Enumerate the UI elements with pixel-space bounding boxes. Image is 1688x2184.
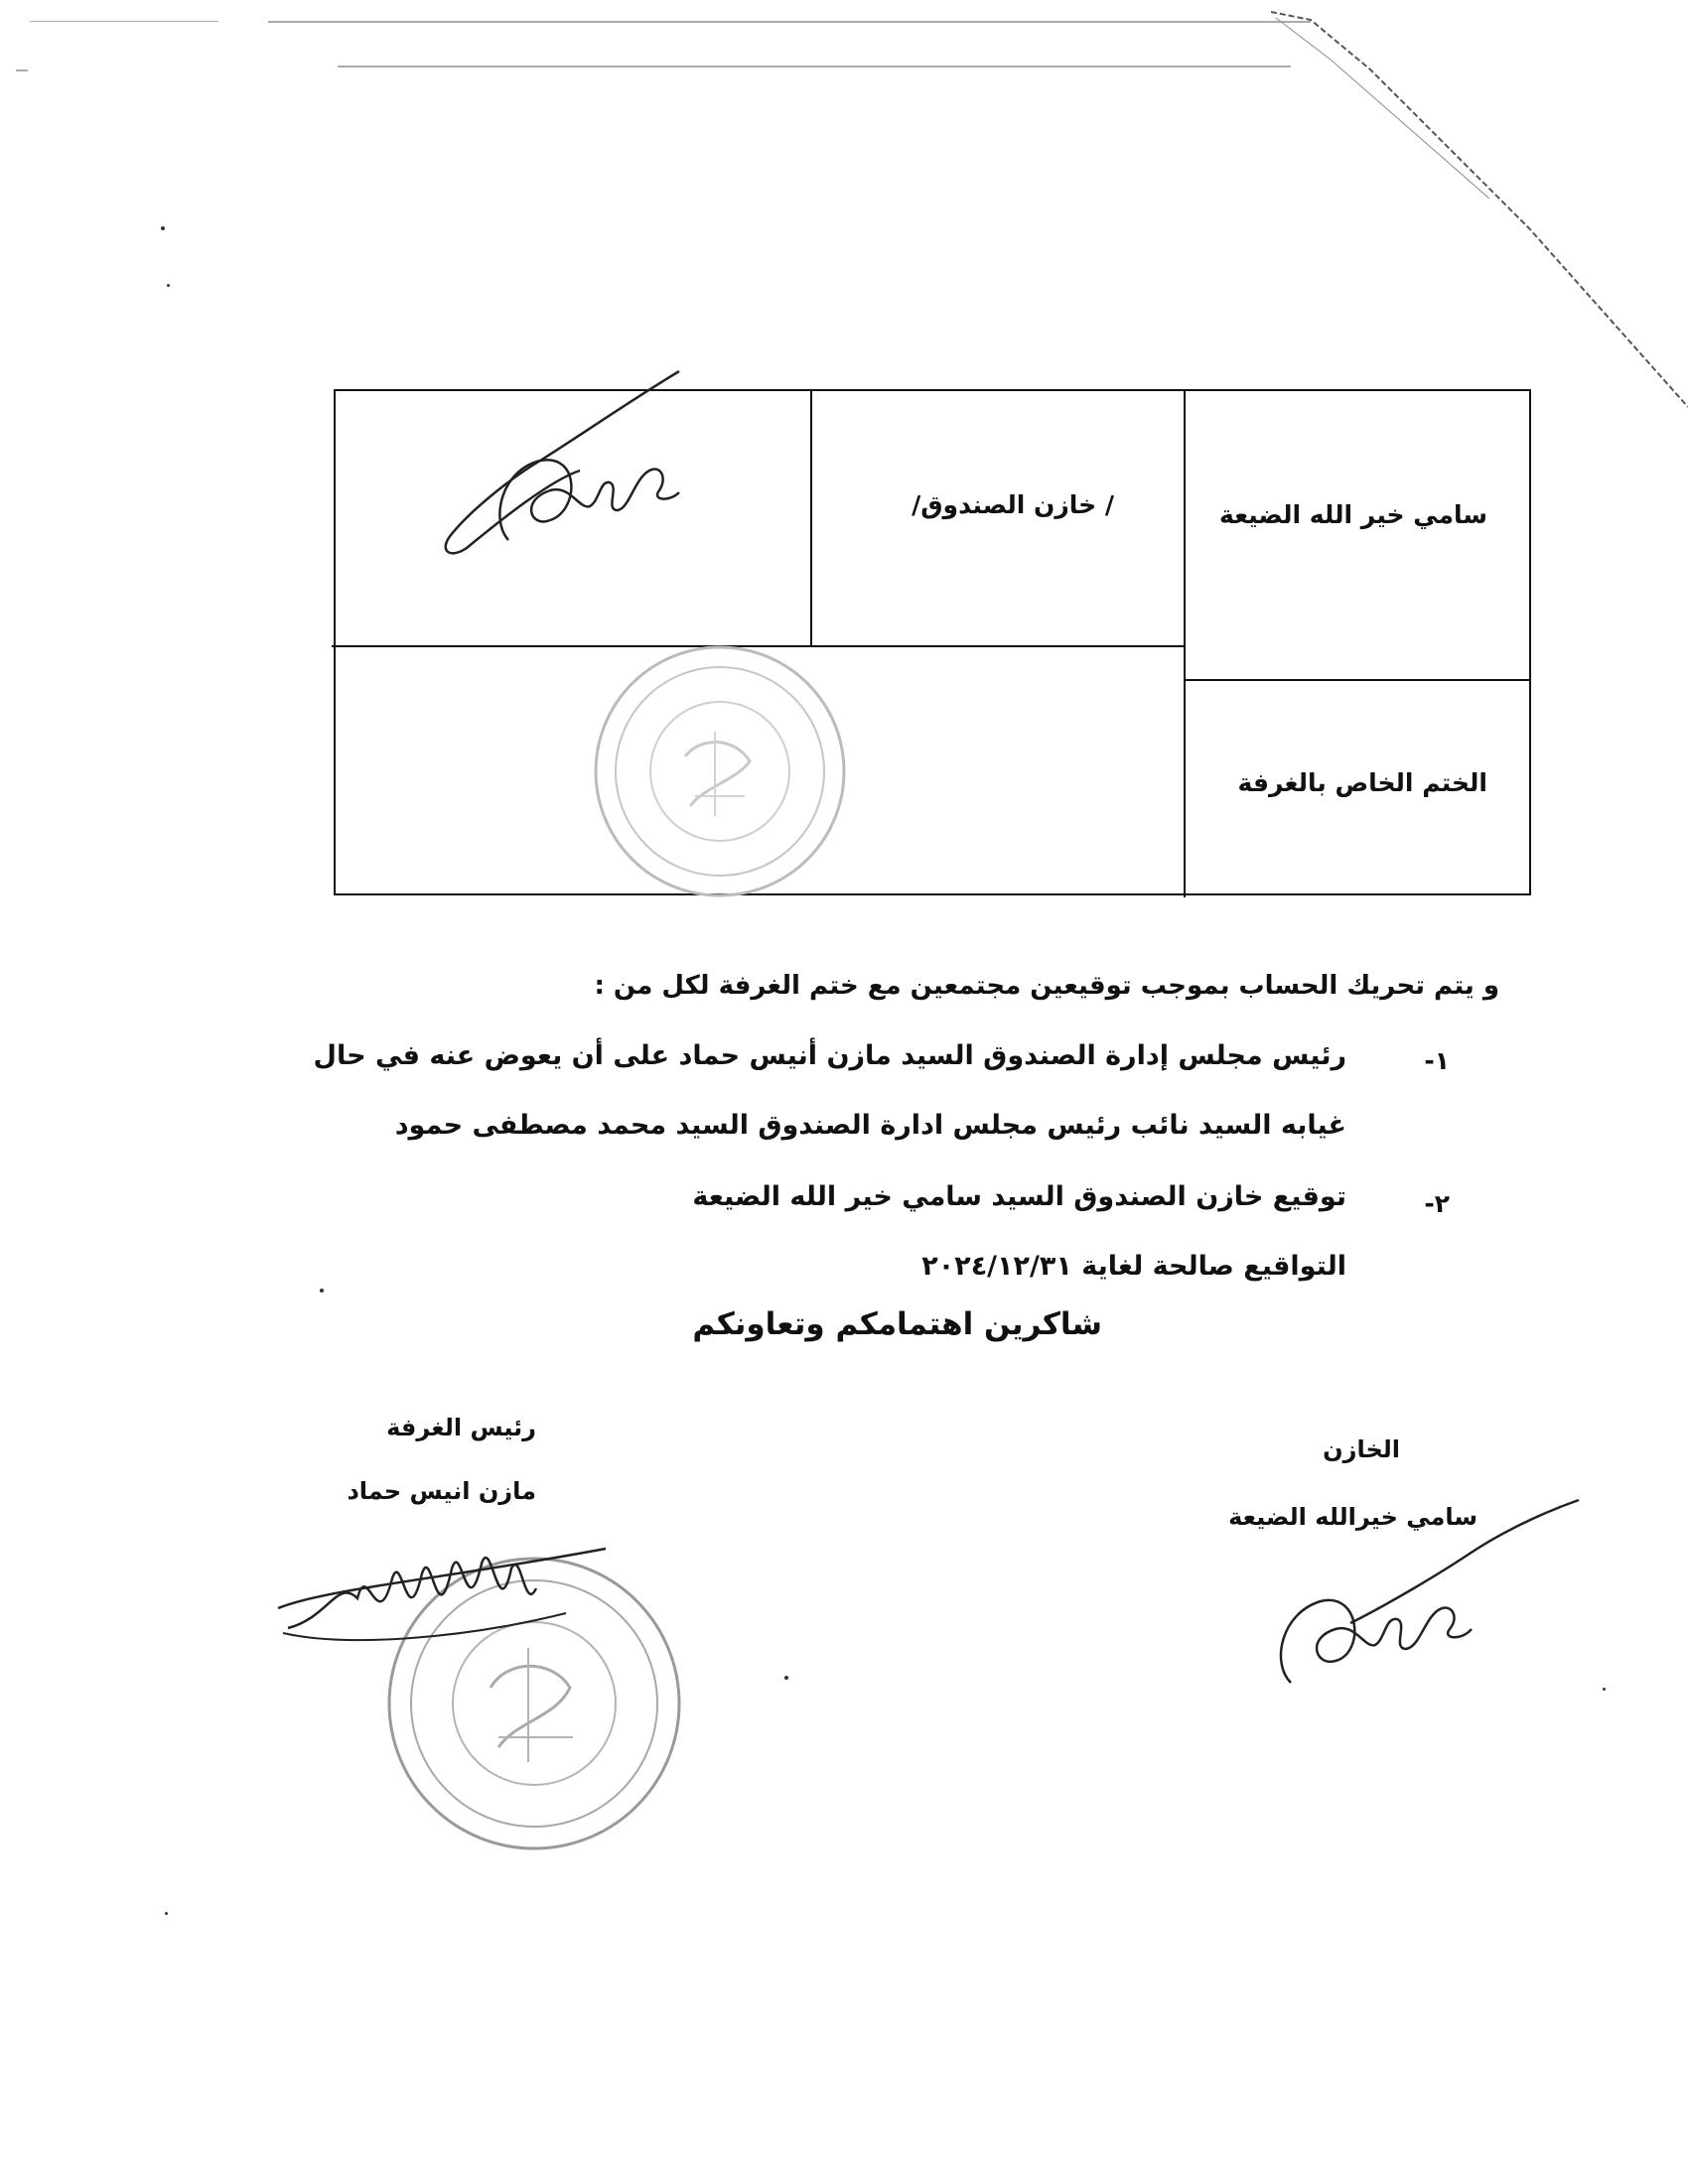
treasurer-name-cell: سامي خير الله الضيعة — [1218, 500, 1487, 529]
signature-table — [334, 389, 1531, 895]
table-cell-stamp — [332, 647, 1184, 897]
scan-edge-line — [268, 21, 1311, 23]
table-cell-role — [810, 391, 1184, 647]
item-1-line-2: غيابه السيد نائب رئيس مجلس ادارة الصندوق السيد محمد مصطفى حمود — [394, 1110, 1346, 1141]
item-2-line-1: توقيع خازن الصندوق السيد سامي خير الله الضيعة — [692, 1181, 1346, 1212]
chairman-title: رئيس الغرفة — [386, 1414, 536, 1441]
table-cell-name — [1184, 391, 1529, 681]
treasurer-name: سامي خيرالله الضيعة — [1228, 1503, 1477, 1531]
signatures-validity: التواقيع صالحة لغاية ٢٠٢٤/١٢/٣١ — [921, 1251, 1346, 1282]
chairman-name: مازن انيس حماد — [347, 1477, 536, 1505]
treasurer-signature — [1241, 1494, 1599, 1693]
treasurer-role-cell: / خازن الصندوق/ — [912, 490, 1114, 519]
scan-speck — [320, 1289, 324, 1293]
scan-speck — [784, 1676, 788, 1680]
scan-edge-line — [16, 69, 28, 71]
scan-speck — [167, 284, 170, 287]
table-cell-signature — [332, 391, 810, 647]
scan-speck — [161, 226, 165, 230]
scan-speck — [165, 1912, 168, 1915]
item-2-number: ٢- — [1424, 1189, 1450, 1218]
treasurer-title: الخازن — [1323, 1435, 1400, 1463]
stamp-label-cell: الختم الخاص بالغرفة — [1237, 768, 1487, 797]
scan-edge-line — [338, 66, 1291, 68]
treasurer-signature-table — [431, 361, 699, 580]
folded-corner-edge — [1271, 0, 1688, 417]
table-cell-stamp-label — [1184, 681, 1529, 897]
scan-speck — [1603, 1688, 1606, 1691]
item-1-number: ١- — [1424, 1046, 1450, 1075]
item-1-line-1: رئيس مجلس إدارة الصندوق السيد مازن أنيس حماد على أن يعوض عنه في حال — [313, 1040, 1346, 1071]
chairman-signature — [268, 1519, 616, 1678]
closing-thanks: شاكرين اهتمامكم وتعاونكم — [692, 1306, 1102, 1342]
chamber-stamp-faded — [586, 637, 854, 905]
scan-edge-line — [30, 21, 218, 22]
authorization-intro: و يتم تحريك الحساب بموجب توقيعين مجتمعين مع ختم الغرفة لكل من : — [594, 971, 1499, 1001]
